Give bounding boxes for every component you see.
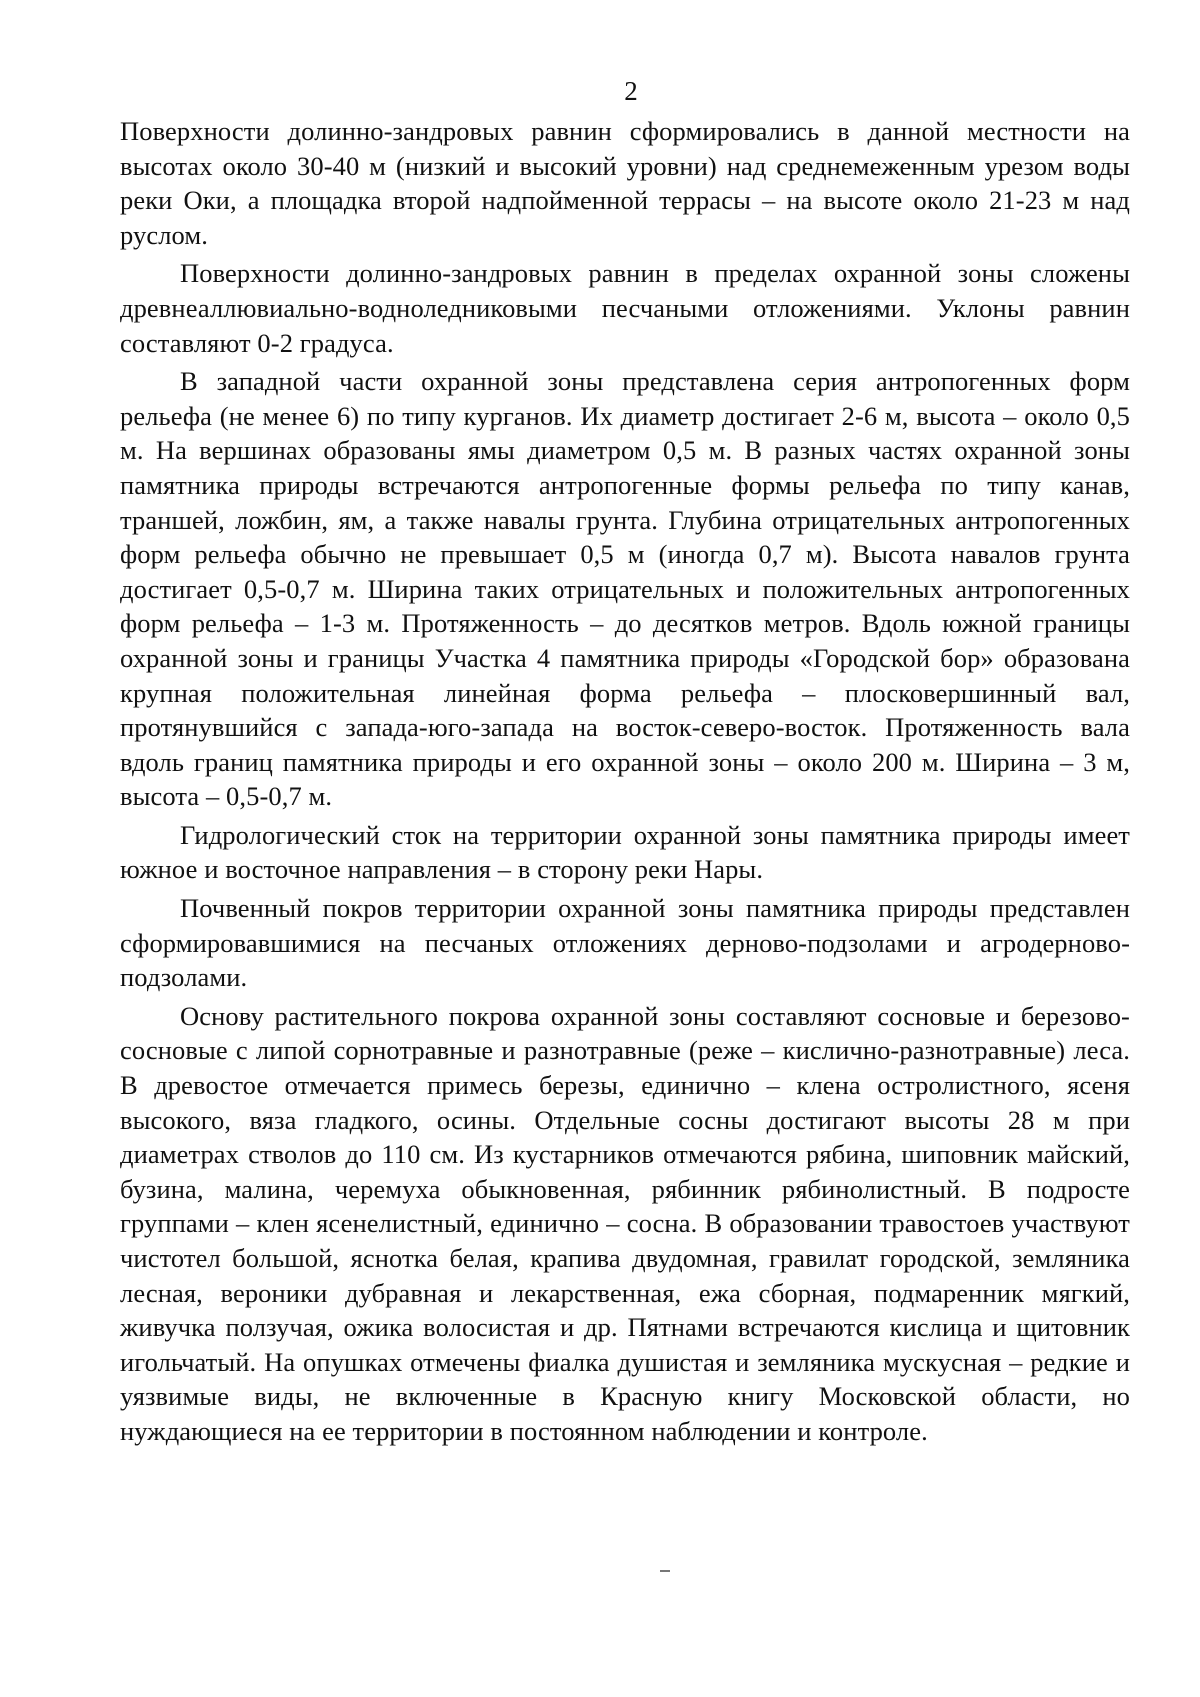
paragraph-anthropogenic-relief: В западной части охранной зоны представлена серия антропогенных форм рельефа (не менее 6) по типу курганов. Их диаметр достигает 2-6 м, высота – около 0,5 м. На вершинах образованы ямы диаметром 0,5 м. В разных частях охранной зоны памятника природы встречаются антропогенные формы рельефа по типу канав, траншей, ложбин, ям, а также навалы грунта. Глубина отрицательных антропогенных форм рельефа обычно не превышает 0,5 м (иногда 0,7 м). Высота навалов грунта достигает 0,5-0,7 м. Ширина таких отрицательных и положительных антропогенных форм рельефа – 1-3 м. Протяженность – до десятков метров. Вдоль южной границы охранной зоны и границы Участка 4 памятника природы «Городской бор» образована крупная положительная линейная форма рельефа – плосковершинный вал, протянувшийся с запада-юго-запада на восток-северо-восток. Протяженность вала вдоль границ памятника природы и его охранной зоны – около 200 м. Ширина – 3 м, высота – 0,5-0,7 м.: [120, 366, 1130, 812]
paragraph-deposits: Поверхности долинно-зандровых равнин в пределах охранной зоны сложены древнеаллювиально-водноледниковыми песчаными отложениями. Уклоны равнин составляют 0-2 градуса.: [120, 258, 1130, 358]
paragraph-hydrology: Гидрологический сток на территории охранной зоны памятника природы имеет южное и восточное направления – в сторону реки Нары.: [120, 819, 1130, 885]
scan-mark: [660, 1570, 670, 1572]
paragraph-soil: Почвенный покров территории охранной зоны памятника природы представлен сформировавшимися на песчаных отложениях дерново-подзолами и агродерново-подзолами.: [120, 893, 1130, 993]
document-body: [120, 114, 1130, 1449]
page-number: 2: [624, 76, 638, 106]
paragraph-relief-surfaces: Поверхности долинно-зандровых равнин сформировались в данной местности на высотах около 30-40 м (низкий и высокий уровни) над среднемеженным урезом воды реки Оки, а площадка второй надпойменной террасы – на высоте около 21-23 м над руслом.: [120, 116, 1130, 250]
paragraph-vegetation: Основу растительного покрова охранной зоны составляют сосновые и березово-сосновые с липой сорнотравные и разнотравные (реже – кислично-разнотравные) леса. В древостое отмечается примесь березы, единично – клена остролистного, ясеня высокого, вяза гладкого, осины. Отдельные сосны достигают высоты 28 м при диаметрах стволов до 110 см. Из кустарников отмечаются рябина, шиповник майский, бузина, малина, черемуха обыкновенная, рябинник рябинолистный. В подросте группами – клен ясенелистный, единично – сосна. В образовании травостоев участвуют чистотел большой, яснотка белая, крапива двудомная, гравилат городской, земляника лесная, вероники дубравная и лекарственная, ежа сборная, подмаренник мягкий, живучка ползучая, ожика волосистая и др. Пятнами встречаются кислица и щитовник игольчатый. На опушках отмечены фиалка душистая и земляника мускусная – редкие и уязвимые виды, не включенные в Красную книгу Московской области, но нуждающиеся на ее территории в постоянном наблюдении и контроле.: [120, 1000, 1130, 1446]
